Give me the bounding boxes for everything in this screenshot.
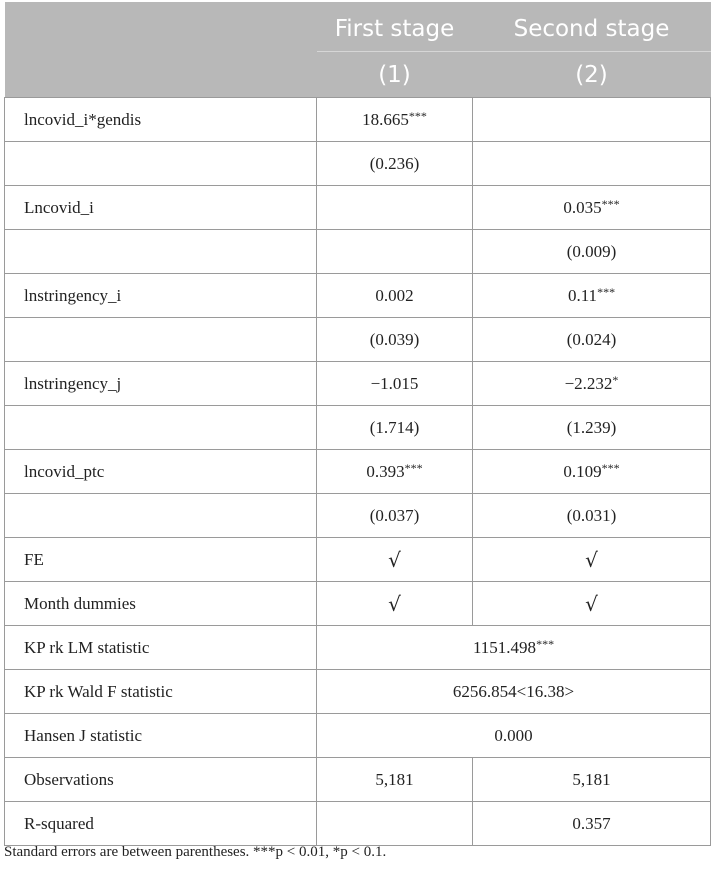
row-label [5, 582, 317, 626]
table-row [5, 98, 711, 142]
cell-col1 [317, 494, 473, 538]
cell-col2-value: 0.035 [563, 197, 602, 217]
cell-col1 [317, 362, 473, 406]
cell-col1-value: (0.236) [369, 153, 420, 173]
significance-stars: *** [597, 284, 616, 299]
row-label [5, 670, 317, 714]
row-label-value: Month dummies [24, 593, 136, 613]
table-row [5, 450, 711, 494]
cell-col2-value: 0.109 [563, 461, 602, 481]
row-label-value: KP rk LM statistic [24, 637, 150, 657]
table-row [5, 626, 711, 670]
cell-col1 [317, 582, 473, 626]
cell-col2 [473, 362, 711, 406]
cell-col1 [317, 142, 473, 186]
table-row [5, 758, 711, 802]
cell-col2 [473, 582, 711, 626]
table-footnote: Standard errors are between parentheses. ***p < 0.01, *p < 0.1. [4, 844, 387, 860]
table-row [5, 318, 711, 362]
cell-col2 [473, 758, 711, 802]
cell-col2 [473, 318, 711, 362]
merged-value-cell [317, 670, 711, 714]
row-label-value: lncovid_ptc [24, 461, 105, 481]
row-label [5, 450, 317, 494]
header-second-stage: Second stage [473, 2, 711, 52]
table-row [5, 582, 711, 626]
cell-col1-value: 18.665 [362, 109, 409, 129]
table-row [5, 406, 711, 450]
row-label [5, 494, 317, 538]
table-row [5, 538, 711, 582]
cell-col2-value: (0.024) [566, 329, 617, 349]
cell-col2-value: √ [585, 547, 598, 572]
cell-col2 [473, 186, 711, 230]
cell-col2 [473, 98, 711, 142]
row-label [5, 538, 317, 582]
cell-col2-value: 0.357 [572, 813, 611, 833]
cell-col1-value: √ [388, 591, 401, 616]
table-row [5, 274, 711, 318]
row-label-value: Observations [24, 769, 114, 789]
row-label [5, 98, 317, 142]
cell-col1 [317, 230, 473, 274]
significance-stars: *** [404, 460, 423, 475]
table-row [5, 670, 711, 714]
cell-col1 [317, 758, 473, 802]
cell-col1 [317, 802, 473, 846]
table-row [5, 186, 711, 230]
significance-stars: *** [601, 460, 620, 475]
table-row [5, 494, 711, 538]
cell-col1-value: √ [388, 547, 401, 572]
cell-col1-value: (1.714) [369, 417, 420, 437]
cell-col2 [473, 450, 711, 494]
merged-value-cell-value: 0.000 [494, 725, 533, 745]
row-label-value: Hansen J statistic [24, 725, 143, 745]
merged-value-cell-value: 1151.498 [472, 637, 537, 657]
cell-col1-value: −1.015 [370, 373, 419, 393]
row-label-value: lnstringency_j [24, 373, 122, 393]
row-label [5, 714, 317, 758]
row-label [5, 142, 317, 186]
cell-col2 [473, 406, 711, 450]
cell-col1-value: (0.037) [369, 505, 420, 525]
cell-col2 [473, 142, 711, 186]
cell-col2-value: −2.232 [564, 373, 613, 393]
cell-col1 [317, 186, 473, 230]
cell-col1 [317, 274, 473, 318]
cell-col2 [473, 538, 711, 582]
merged-value-cell [317, 626, 711, 670]
table-row [5, 802, 711, 846]
cell-col1-value: 0.393 [366, 461, 405, 481]
cell-col1 [317, 538, 473, 582]
cell-col2 [473, 274, 711, 318]
significance-stars: *** [536, 636, 555, 651]
cell-col1 [317, 318, 473, 362]
row-label [5, 758, 317, 802]
table-row [5, 142, 711, 186]
table-row [5, 230, 711, 274]
row-label-value: R-squared [24, 813, 94, 833]
table-body [5, 98, 711, 846]
header-first-stage: First stage [317, 2, 473, 52]
row-label [5, 274, 317, 318]
cell-col2-value: √ [585, 591, 598, 616]
cell-col1-value: 5,181 [375, 769, 414, 789]
cell-col2-value: (0.031) [566, 505, 617, 525]
cell-col1 [317, 450, 473, 494]
row-label [5, 802, 317, 846]
row-label [5, 230, 317, 274]
cell-col2-value: (1.239) [566, 417, 617, 437]
cell-col1 [317, 406, 473, 450]
row-label [5, 318, 317, 362]
significance-stars: *** [601, 196, 620, 211]
row-label [5, 626, 317, 670]
cell-col1-value: 0.002 [375, 285, 414, 305]
table-header [5, 2, 711, 98]
cell-col2 [473, 802, 711, 846]
cell-col1-value: (0.039) [369, 329, 420, 349]
cell-col2 [473, 230, 711, 274]
cell-col2-value: 0.11 [567, 285, 598, 305]
header-col-number-2: (2) [473, 52, 711, 98]
row-label-value: Lncovid_i [24, 197, 94, 217]
row-label-value: FE [24, 549, 44, 569]
row-label [5, 186, 317, 230]
significance-stars: *** [408, 108, 427, 123]
merged-value-cell [317, 714, 711, 758]
header-col-number-1: (1) [317, 52, 473, 98]
row-label [5, 406, 317, 450]
regression-table [4, 2, 711, 846]
regression-table-container [4, 2, 710, 846]
table-row [5, 714, 711, 758]
row-label-value: lncovid_i*gendis [24, 109, 142, 129]
header-blank-cell [5, 52, 317, 98]
cell-col2-value: (0.009) [566, 241, 617, 261]
cell-col2-value: 5,181 [572, 769, 611, 789]
row-label-value: KP rk Wald F statistic [24, 681, 173, 701]
header-blank-cell [5, 2, 317, 52]
table-row [5, 362, 711, 406]
cell-col1 [317, 98, 473, 142]
merged-value-cell-value: 6256.854<16.38> [452, 681, 575, 701]
row-label [5, 362, 317, 406]
significance-stars: * [612, 372, 619, 387]
row-label-value: lnstringency_i [24, 285, 122, 305]
cell-col2 [473, 494, 711, 538]
